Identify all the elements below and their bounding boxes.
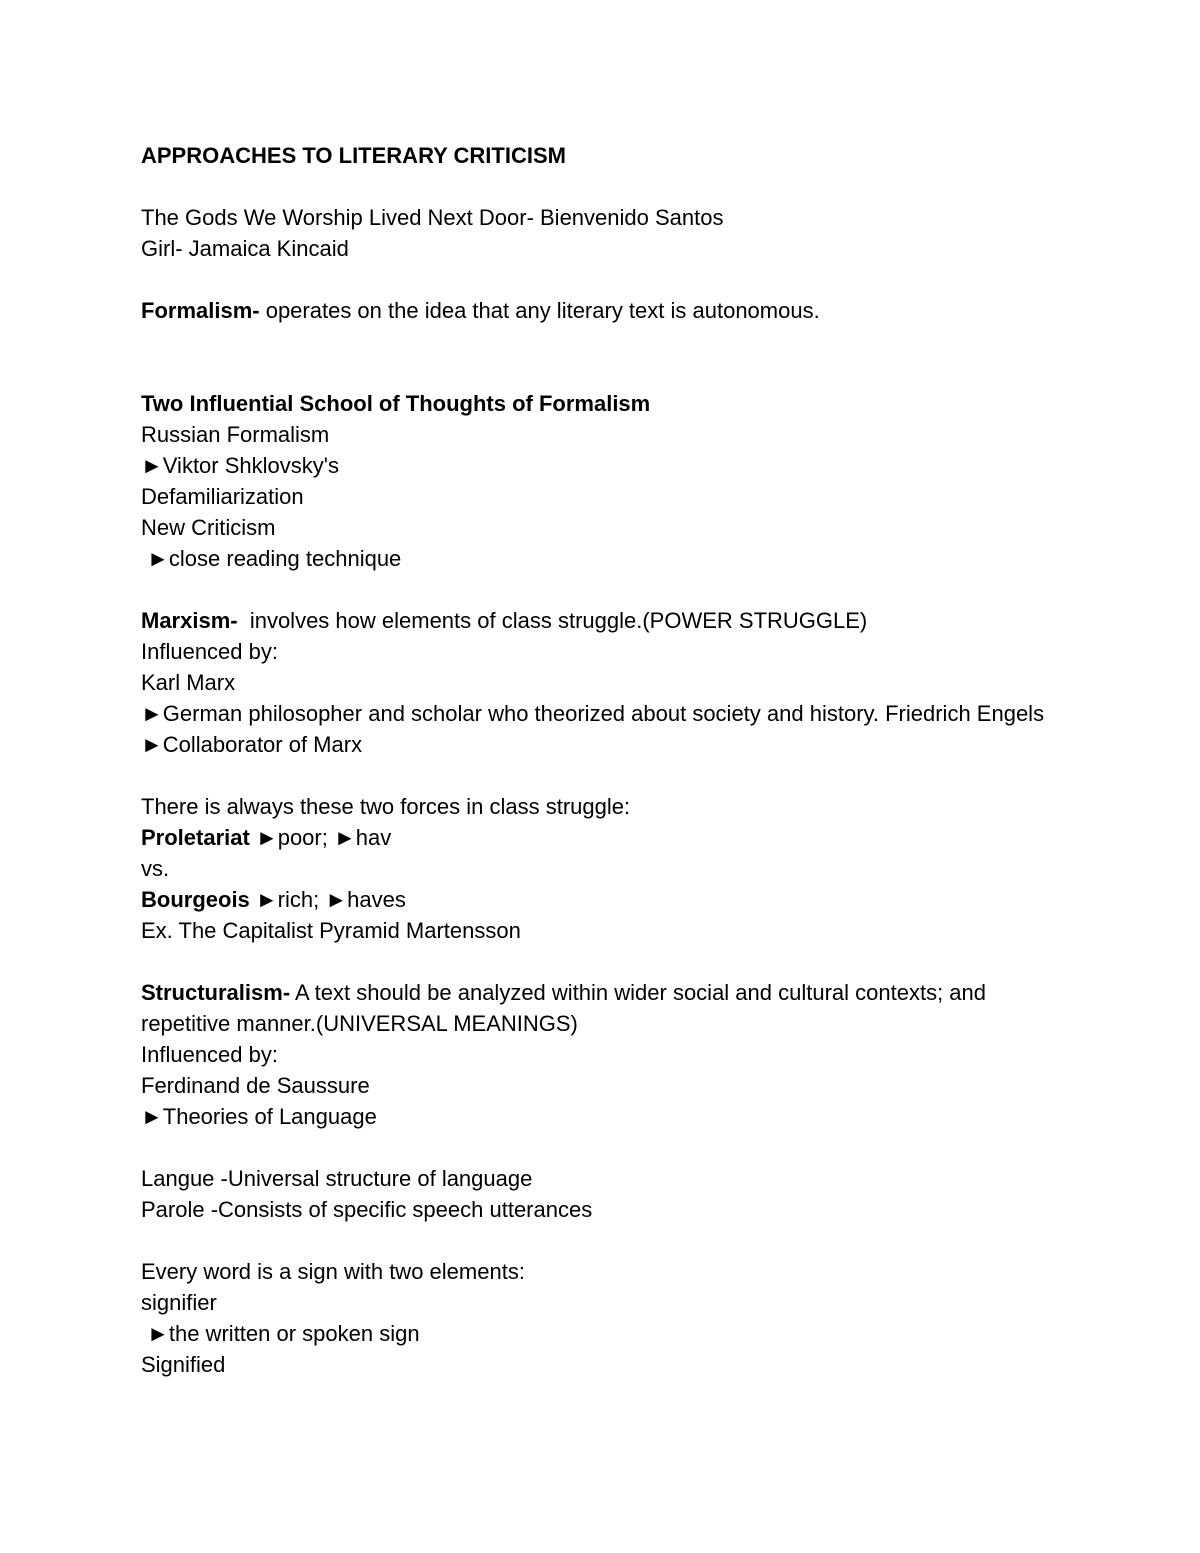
spacer <box>141 1132 1061 1163</box>
schools-line: New Criticism <box>141 515 276 540</box>
formalism-term: Formalism- <box>141 298 260 323</box>
bourgeois-line <box>141 884 1061 915</box>
sign-line: ►the written or spoken sign <box>141 1321 420 1346</box>
bourgeois-desc: ►rich; ►haves <box>249 887 406 912</box>
spacer <box>141 574 1061 605</box>
document-title: APPROACHES TO LITERARY CRITICISM <box>141 143 566 168</box>
marxism-line: Influenced by: <box>141 639 278 664</box>
spacer <box>141 760 1061 791</box>
schools-line: ►close reading technique <box>141 546 402 571</box>
langue-line: Langue -Universal structure of language <box>141 1166 533 1191</box>
parole-line: Parole -Consists of specific speech utterances <box>141 1197 593 1222</box>
structuralism-line: ►Theories of Language <box>141 1104 377 1129</box>
marxism-line: ►Collaborator of Marx <box>141 732 363 757</box>
schools-line: ►Viktor Shklovsky's <box>141 453 339 478</box>
spacer <box>141 264 1061 295</box>
spacer <box>141 946 1061 977</box>
marxism-line: ►German philosopher and scholar who theorized about society and history. Friedrich Engels <box>141 701 1045 726</box>
formalism-paragraph <box>141 295 1061 326</box>
formalism-definition: operates on the idea that any literary text is autonomous. <box>259 298 820 323</box>
schools-heading: Two Influential School of Thoughts of Formalism <box>141 391 651 416</box>
spacer <box>141 171 1061 202</box>
work-citation: Girl- Jamaica Kincaid <box>141 236 349 261</box>
marxism-line: Karl Marx <box>141 670 236 695</box>
forces-intro: There is always these two forces in class struggle: <box>141 794 631 819</box>
spacer <box>141 1225 1061 1256</box>
structuralism-paragraph <box>141 977 1061 1039</box>
structuralism-definition: A text should be analyzed within wider social and cultural contexts; and repetitive manner.(UNIVERSAL MEANINGS) <box>141 980 993 1036</box>
sign-intro: Every word is a sign with two elements: <box>141 1259 525 1284</box>
spacer <box>141 326 1061 388</box>
sign-line: signifier <box>141 1290 217 1315</box>
schools-line: Russian Formalism <box>141 422 330 447</box>
work-citation: The Gods We Worship Lived Next Door- Bienvenido Santos <box>141 205 724 230</box>
structuralism-line: Influenced by: <box>141 1042 278 1067</box>
versus-line: vs. <box>141 856 170 881</box>
marxism-term: Marxism- <box>141 608 238 633</box>
schools-line: Defamiliarization <box>141 484 304 509</box>
bourgeois-term: Bourgeois <box>141 887 250 912</box>
marxism-definition: involves how elements of class struggle.(POWER STRUGGLE) <box>237 608 868 633</box>
marxism-paragraph <box>141 605 1061 636</box>
sign-line: Signified <box>141 1352 226 1377</box>
proletariat-term: Proletariat <box>141 825 250 850</box>
proletariat-desc: ►poor; ►hav <box>249 825 392 850</box>
proletariat-line <box>141 822 1061 853</box>
example-line: Ex. The Capitalist Pyramid Martensson <box>141 918 521 943</box>
document-page <box>141 140 1061 1380</box>
structuralism-term: Structuralism- <box>141 980 291 1005</box>
structuralism-line: Ferdinand de Saussure <box>141 1073 370 1098</box>
